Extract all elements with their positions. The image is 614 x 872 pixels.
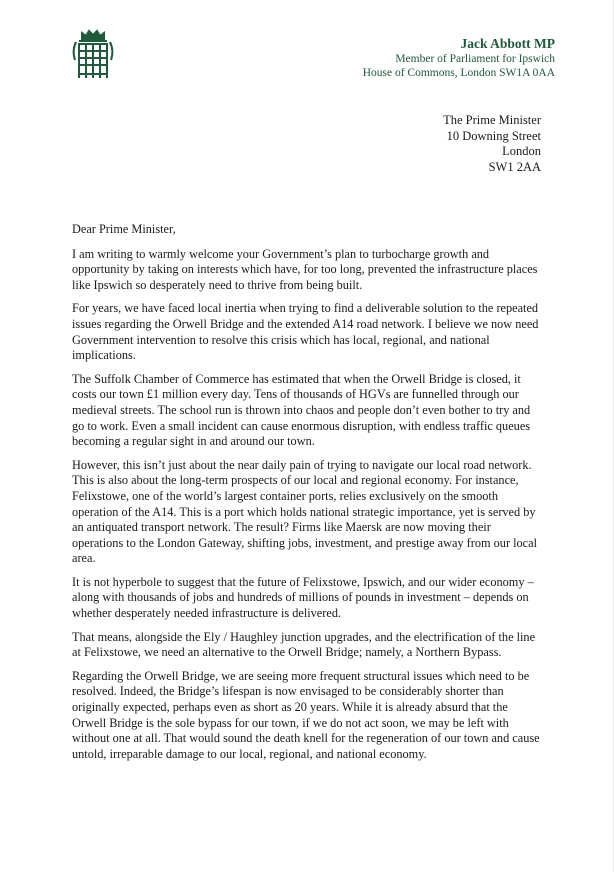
sender-role: Member of Parliament for Ipswich xyxy=(395,53,555,65)
paragraph: The Suffolk Chamber of Commerce has estimated that when the Orwell Bridge is closed, it costs our town £1 million every day. Tens of thousands of HGVs are funnelled through our medieval streets. The school run is thrown into chaos and people don’t even bother to try and go to work. Even a small incident can cause enormous disruption, with endless traffic queues becoming a regular sight in and around our town. xyxy=(72,371,531,449)
sender-name: Jack Abbott MP xyxy=(460,36,555,51)
recipient-line: The Prime Minister xyxy=(443,113,541,127)
salutation: Dear Prime Minister, xyxy=(72,222,176,236)
recipient-line: London xyxy=(502,144,541,158)
sender-block xyxy=(363,36,555,80)
paragraph: Regarding the Orwell Bridge, we are seeing more frequent structural issues which need to be resolved. Indeed, the Bridge’s lifespan is now envisaged to be considerably shorter than originally expected, perhaps even as short as 20 years. While it is already absurd that the Orwell Bridge is the sole bypass for our town, if we do not act soon, we may be left with without one at all. That would sound the death knell for the regeneration of our town and cause untold, irreparable damage to our local, regional, and national economy. xyxy=(72,668,540,761)
paragraph: However, this isn’t just about the near daily pain of trying to navigate our local road network. This is also about the long-term prospects of our local and regional economy. For instance, Felixstowe, one of the world’s largest container ports, relies exclusively on the smooth operation of the A14. This is a port which holds national strategic importance, yet is served by an antiquated transport network. The result? Firms like Maersk are now moving their operations to the London Gateway, shifting jobs, investment, and prestige away from our local area. xyxy=(72,457,538,566)
paragraph: That means, alongside the Ely / Haughley junction upgrades, and the electrification of the line at Felixstowe, we need an alternative to the Orwell Bridge; namely, a Northern Bypass. xyxy=(72,629,536,660)
sender-address: House of Commons, London SW1A 0AA xyxy=(362,67,555,79)
recipient-line: 10 Downing Street xyxy=(446,128,541,143)
letter-body xyxy=(72,222,544,770)
recipient-address xyxy=(443,113,541,175)
recipient-line: SW1 2AA xyxy=(488,159,541,174)
paragraph: It is not hyperbole to suggest that the future of Felixstowe, Ipswich, and our wider economy – along with thousands of jobs and hundreds of millions of pounds in investment – depends on whether desperately needed infrastructure is delivered. xyxy=(72,574,534,621)
paragraph: I am writing to warmly welcome your Government’s plan to turbocharge growth and opportunity by taking on interests which have, for too long, prevented the infrastructure places like Ipswich so desperately need to thrive from being built. xyxy=(72,246,538,292)
portcullis-icon xyxy=(70,28,116,82)
paragraph: For years, we have faced local inertia when trying to find a deliverable solution to the repeated issues regarding the Orwell Bridge and the extended A14 road network. I believe we now need Government intervention to resolve this crisis which has local, regional, and national implications. xyxy=(72,301,539,363)
